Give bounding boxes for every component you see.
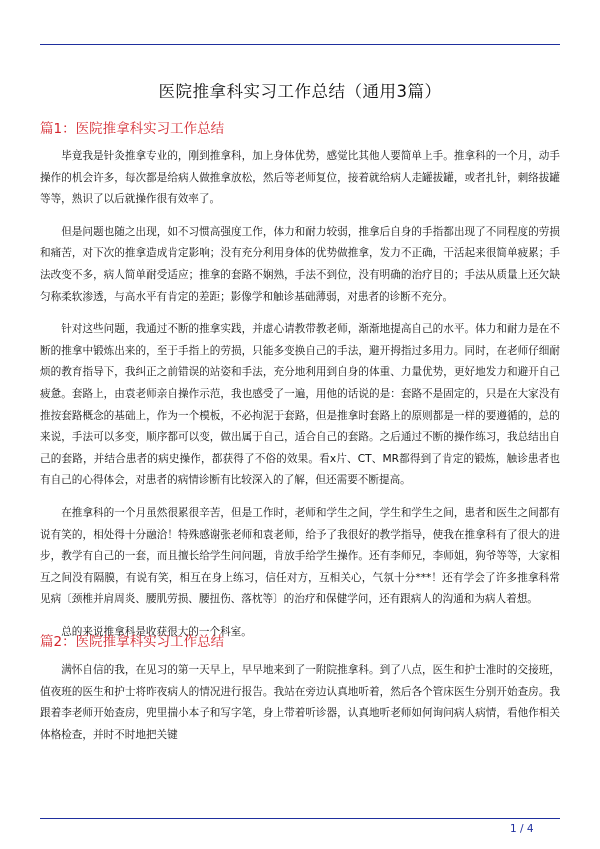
paragraph: 在推拿科的一个月虽然很累很辛苦，但是工作时，老师和学生之间，学生和学生之间，患者和医生之间都有说有笑的，相处得十分融洽！特殊感谢张老师和袁老师，给予了我很好的教学指导，使我在推拿科有了很大的进步，教学有自己的一套，而且擅长给学生问问题，肯放手给学生操作。还有李师兄，李师姐，狗爷等等，大家相互之间没有隔膜，有说有笑，相互在身上练习，信任对方，互相关心，气氛十分***！还有学会了许多推拿科常见病〔颈椎并肩周炎、腰肌劳损、腰扭伤、落枕等〕的治疗和保健学问，还有跟病人的沟通和为病人着想。 [40,506,560,606]
section-1-body [40,146,560,654]
page-number: 1 / 4 [510,823,534,835]
footer-rule [40,818,560,819]
section-2-body [40,660,560,757]
paragraph: 针对这些问题，我通过不断的推拿实践，并虚心请教带教老师，渐渐地提高自己的水平。体力和耐力是在不断的推拿中锻炼出来的，至于手指上的劳损，只能多变换自己的手法，避开拇指过多用力。同时，在老师仔细耐烦的教育指导下，我纠正之前错误的站姿和手法，充分地利用到自身的体重、力量优势，更好地发力和避开自己疲惫。套路上，由袁老师亲自操作示范，我也感受了一遍，用他的话说的是：套路不是固定的，只是在大家没有推按套路概念的基础上，作为一个模板，不必拘泥于套路，但是推拿时套路上的原则都是一样的要遵循的，总的来说，手法可以多变，顺序都可以变，做出属于自己，适合自己的套路。之后通过不断的操作练习，我总结出自己的套路，并结合患者的病史操作，都获得了不俗的效果。看x片、CT、MR都得到了肯定的锻炼，触诊患者也有自己的心得体会，对患者的病情诊断有比较深入的了解，但还需要不断提高。 [40,323,560,487]
header-rule [40,44,560,45]
document-title: 医院推拿科实习工作总结（通用3篇） [158,82,442,101]
section-2-title: 篇2：医院推拿科实习工作总结 [40,634,225,650]
section-1-title: 篇1：医院推拿科实习工作总结 [40,121,225,137]
paragraph: 总的来说推拿科是收获很大的一个科室。 [61,625,252,638]
paragraph: 满怀自信的我，在见习的第一天早上，早早地来到了一附院推拿科。到了八点，医生和护士准时的交接班，值夜班的医生和护士将昨夜病人的情况进行报告。我站在旁边认真地听着，然后各个管床医生分别开始查房。我跟着李老师开始查房，兜里揣小本子和写字笔，身上带着听诊器，认真地听老师如何询问病人病情，看他作相关体格检查，并时不时地把关键 [40,664,560,741]
paragraph: 毕竟我是针灸推拿专业的，刚到推拿科，加上身体优势，感觉比其他人要简单上手。推拿科的一个月，动手操作的机会许多，每次都是给病人做推拿放松，然后等老师复位，接着就给病人走罐拔罐，或者扎针，刺络拔罐等等，熟识了以后就操作很有效率了。 [40,150,560,206]
paragraph: 但是问题也随之出现，如不习惯高强度工作，体力和耐力较弱，推拿后自身的手指都出现了不同程度的劳损和痛苦，对下次的推拿造成肯定影响；没有充分利用身体的优势做推拿，发力不正确，干活起来很简单疲累；手法改变不多，病人简单耐受适应；推拿的套路不娴熟，手法不到位，没有明确的治疗目的；手法从质量上还欠缺匀称柔软渗透，与高水平有肯定的差距；影像学和触诊基础薄弱，对患者的诊断不充分。 [40,225,560,303]
